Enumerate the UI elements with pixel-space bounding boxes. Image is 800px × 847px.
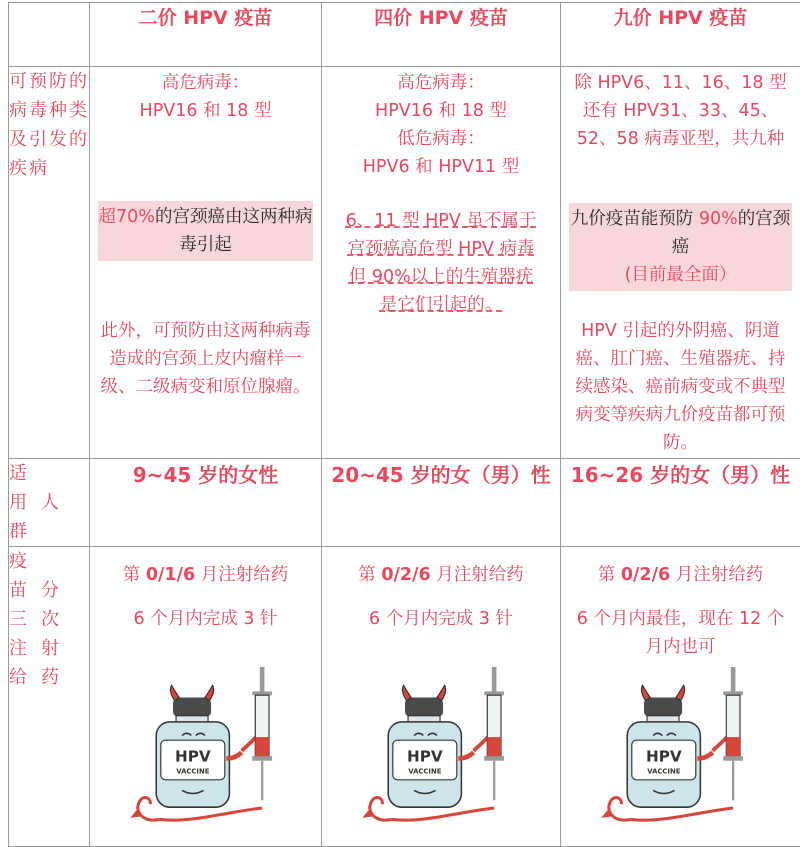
bivalent-hl-prefix: 超 [99,207,117,227]
nonavalent-hl-prefix: 九价疫苗能预防 [571,209,694,229]
bivalent-line1: 高危病毒： [98,69,313,97]
quadrivalent-line1: 高危病毒： [330,69,552,97]
schedule-bivalent [90,547,322,847]
nonavalent-hl-rest: 的宫颈癌 [672,209,790,257]
schedule-nonavalent [561,547,800,847]
quadrivalent-virus-types [330,69,552,181]
bivalent-virus-types [98,69,313,125]
diseases-row [9,67,800,459]
quadrivalent-line4: HPV6 和 HPV11 型 [330,153,552,181]
quadrivalent-schedule-line1 [330,561,552,589]
vial-sublabel: VACCINE [176,768,209,776]
vial-sublabel: VACCINE [408,768,441,776]
header-nonavalent: 九价 HPV 疫苗 [561,3,800,67]
bivalent-highlight [98,201,313,261]
bivalent-schedule-months: 0/1/6 [146,565,195,585]
nonavalent-hl-percent: 90% [699,209,738,229]
people-quadrivalent: 20~45 岁的女（男）性 [322,459,561,547]
row-label-people: 适 用人群 [9,459,90,547]
vial-label: HPV [175,747,211,765]
bivalent-schedule-suffix: 月注射给药 [195,565,288,585]
nonavalent-virus-types [569,69,792,153]
quadrivalent-line2: HPV16 和 18 型 [330,97,552,125]
bivalent-schedule-prefix: 第 [123,565,146,585]
people-row [9,459,800,547]
bivalent-schedule-line1 [98,561,313,589]
bivalent-schedule-line2: 6 个月内完成 3 针 [98,605,313,633]
quadrivalent-schedule-line2: 6 个月内完成 3 针 [330,605,552,633]
row-label-diseases: 可预防的病毒种类及引发的疾病 [9,67,90,459]
diseases-bivalent [90,67,322,459]
row-label-schedule: 疫 苗分 三次 注射 给药 [9,547,90,847]
nonavalent-schedule-line1 [569,561,792,589]
people-bivalent: 9~45 岁的女性 [90,459,322,547]
vial-label: HPV [646,747,682,765]
bivalent-line2: HPV16 和 18 型 [98,97,313,125]
quadrivalent-line3: 低危病毒： [330,125,552,153]
header-quadrivalent: 四价 HPV 疫苗 [322,3,561,67]
diseases-quadrivalent [322,67,561,459]
header-bivalent: 二价 HPV 疫苗 [90,3,322,67]
vial-label: HPV [407,747,443,765]
vaccine-devil-illustration [571,667,781,827]
vaccine-devil-illustration [100,667,310,827]
nonavalent-highlight [569,203,792,291]
people-nonavalent: 16~26 岁的女（男）性 [561,459,800,547]
schedule-quadrivalent [322,547,561,847]
bivalent-hl-percent: 70% [116,207,155,227]
nonavalent-schedule-suffix: 月注射给药 [670,565,763,585]
bivalent-hl-rest: 的宫颈癌由这两种病毒引起 [155,207,313,255]
header-corner-cell [9,3,90,67]
nonavalent-extra: HPV 引起的外阴癌、阴道癌、肛门癌、生殖器疣、持续感染、癌前病变或不典型病变等疾病九价疫苗都可预防。 [569,317,792,457]
quadrivalent-schedule-months: 0/2/6 [381,565,430,585]
quadrivalent-schedule-suffix: 月注射给药 [431,565,524,585]
nonavalent-schedule-prefix: 第 [598,565,621,585]
schedule-row [9,547,800,847]
nonavalent-hl-sub: (目前最全面） [569,261,792,289]
vial-sublabel: VACCINE [647,768,680,776]
nonavalent-line1: 除 HPV6、11、16、18 型 [569,69,792,97]
bivalent-extra: 此外，可预防由这两种病毒造成的宫颈上皮内瘤样一级、二级病变和原位腺瘤。 [98,317,313,401]
diseases-nonavalent [561,67,800,459]
nonavalent-line2: 还有 HPV31、33、45、52、58 病毒亚型，共九种 [569,97,792,153]
nonavalent-schedule-line2: 6 个月内最佳，现在 12 个月内也可 [569,605,792,661]
nonavalent-schedule-months: 0/2/6 [621,565,670,585]
header-row [9,3,800,67]
quadrivalent-note: 6、11 型 HPV 虽不属于宫颈癌高危型 HPV 病毒但 90%以上的生殖器疣是它们引起的。 [344,207,538,319]
hpv-vaccine-comparison-table [8,2,800,847]
quadrivalent-schedule-prefix: 第 [358,565,381,585]
vaccine-devil-illustration [332,667,542,827]
